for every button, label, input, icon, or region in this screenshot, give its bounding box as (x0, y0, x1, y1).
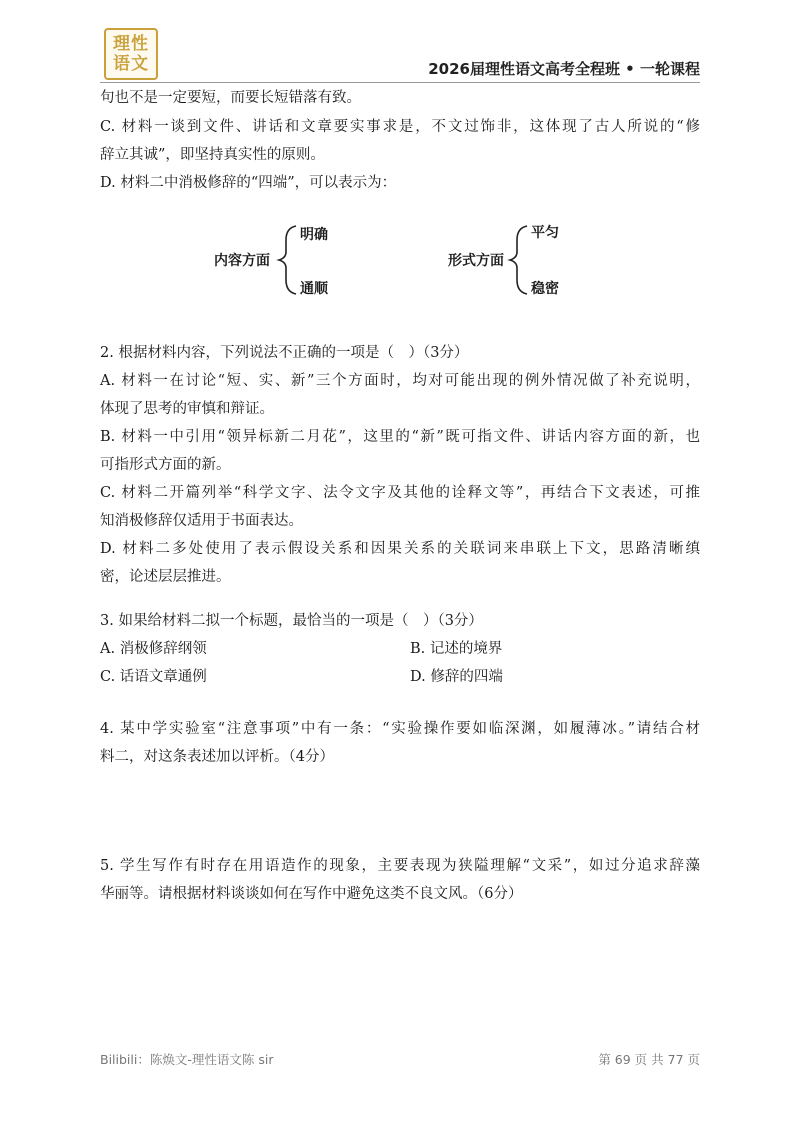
q2-option-line: C. 材料二开篇列举“科学文字、法令文字及其他的诠释文等”，再结合下文表述，可推 (100, 485, 700, 501)
q3-option-d: D. 修辞的四端 (410, 669, 503, 685)
logo-line-2: 语文 (113, 54, 149, 74)
q2-option-line: A. 材料一在讨论“短、实、新”三个方面时，均对可能出现的例外情况做了补充说明， (100, 373, 700, 389)
form-aspect-label: 形式方面 (448, 253, 504, 269)
q3-option-a: A. 消极修辞纲领 (100, 641, 207, 657)
even-label: 平匀 (531, 225, 559, 241)
question-5-stem: 华丽等。请根据材料谈谈如何在写作中避免这类不良文风。（6分） (100, 886, 523, 902)
option-d-line: D. 材料二中消极修辞的“四端”，可以表示为： (100, 175, 397, 191)
option-c-line: 辞立其诚”，即坚持真实性的原则。 (100, 147, 325, 163)
footer-source: Bilibili：陈焕文-理性语文陈 sir (100, 1052, 274, 1067)
logo-line-1: 理性 (113, 34, 149, 54)
q3-option-c: C. 话语文章通例 (100, 669, 207, 685)
question-3-stem: 3. 如果给材料二拟一个标题，最恰当的一项是（ ）（3分） (100, 613, 483, 629)
clear-label: 明确 (300, 227, 328, 243)
question-2-stem: 2. 根据材料内容，下列说法不正确的一项是（ ）（3分） (100, 345, 469, 361)
question-5-stem: 5. 学生写作有时存在用语造作的现象，主要表现为狭隘理解“文采”，如过分追求辞藻 (100, 858, 700, 874)
q2-option-line: 密，论述层层推进。 (100, 569, 231, 585)
option-c-line: C. 材料一谈到文件、讲话和文章要实事求是，不文过饰非，这体现了古人所说的“修 (100, 119, 700, 135)
right-brace (510, 226, 527, 294)
content-aspect-label: 内容方面 (214, 253, 270, 269)
fluent-label: 通顺 (300, 281, 328, 297)
q2-option-line: B. 材料一中引用“领异标新二月花”，这里的“新”既可指文件、讲话内容方面的新，也 (100, 429, 700, 445)
q2-option-line: 体现了思考的审慎和辩证。 (100, 401, 274, 417)
body-line: 句也不是一定要短，而要长短错落有致。 (100, 90, 361, 106)
question-4-stem: 料二，对这条表述加以评析。（4分） (100, 749, 334, 765)
q2-option-line: 知消极修辞仅适用于书面表达。 (100, 513, 303, 529)
q3-option-b: B. 记述的境界 (410, 641, 503, 657)
q2-option-line: 可指形式方面的新。 (100, 457, 231, 473)
dense-label: 稳密 (531, 281, 559, 297)
q2-option-line: D. 材料二多处使用了表示假设关系和因果关系的关联词来串联上下文，思路清晰缜 (100, 541, 700, 557)
footer-page-number: 第 69 页 共 77 页 (598, 1052, 700, 1067)
left-brace (279, 226, 296, 294)
page-header-title: 2026届理性语文高考全程班 • 一轮课程 (428, 60, 700, 78)
question-4-stem: 4. 某中学实验室“注意事项”中有一条：“实验操作要如临深渊，如履薄冰。”请结合材 (100, 721, 700, 737)
